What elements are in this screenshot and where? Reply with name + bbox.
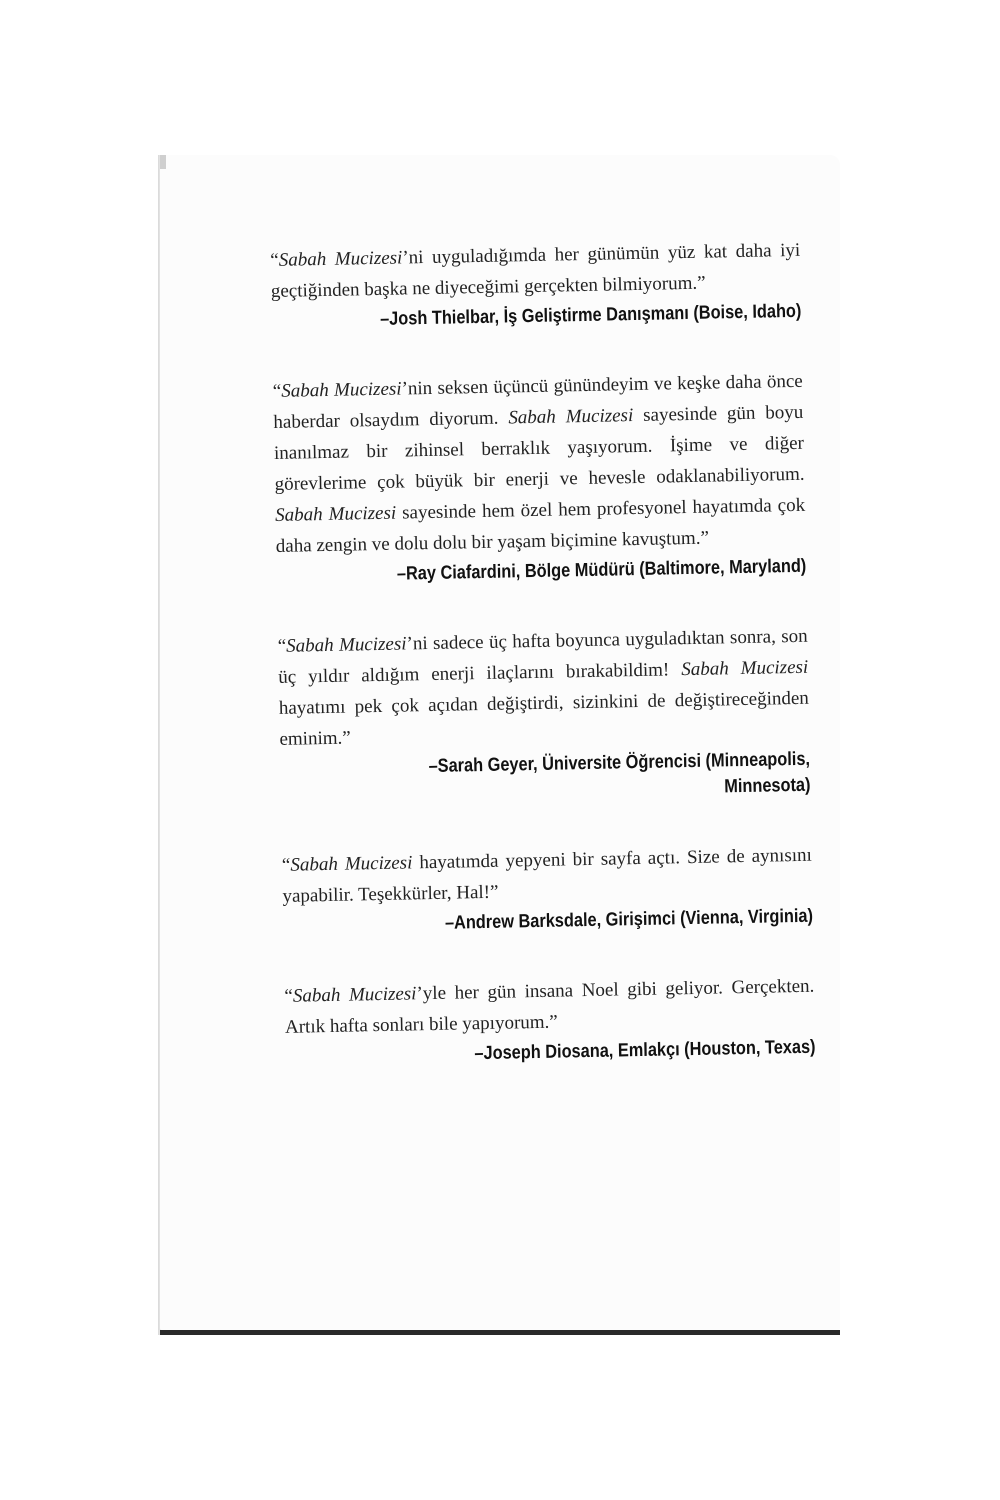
quote-text: ’yle her gün insana Noel gibi geliyor. Gerçekten. Artık hafta sonları bile yapıyorum.” (284, 975, 815, 1038)
quote-text: sayesinde gün boyu inanılmaz bir zihinsel berraklık yaşıyorum. İşime ve diğer görevlerime çok büyük bir enerji ve hevesle odaklanabiliyorum. (273, 401, 805, 495)
quote-text: “ (277, 635, 287, 657)
book-title: Sabah Mucizesi (281, 378, 402, 402)
book-title: Sabah Mucizesi (292, 983, 417, 1007)
testimonial-attribution: –Josh Thielbar, İş Geliştirme Danışmanı (Boise, Idaho) (379, 300, 802, 330)
quote-text: “ (272, 380, 282, 402)
testimonial-attribution: –Joseph Diosana, Emlakçı (Houston, Texas) (474, 1036, 816, 1065)
book-title: Sabah Mucizesi (278, 247, 403, 271)
testimonial-attribution: –Sarah Geyer, Üniversite Öğrencisi (Minneapolis, Minnesota) (428, 748, 811, 798)
book-title: Sabah Mucizesi (681, 656, 809, 681)
testimonial (273, 366, 807, 590)
testimonial-quote (270, 235, 801, 307)
testimonial-quote (284, 971, 815, 1043)
testimonial-attribution: –Ray Ciafardini, Bölge Müdürü (Baltimore, Maryland) (396, 555, 807, 585)
quote-text: sayesinde hem özel hem profesyonel hayatımda çok daha zengin ve dolu dolu bir yaşam biçimine kavuştum.” (275, 494, 806, 557)
testimonial (277, 621, 810, 809)
testimonial (282, 840, 814, 940)
book-title: Sabah Mucizesi (290, 852, 413, 876)
testimonial (270, 235, 802, 335)
testimonial-quote (277, 621, 809, 755)
quote-text: ’ni sadece üç hafta boyunca uyguladıktan sonra, son üç yıldır aldığım enerji ilaçlarını bırakabildim! (278, 625, 808, 688)
book-title: Sabah Mucizesi (285, 633, 407, 657)
quote-text: ’nin seksen üçüncü günündeyim ve keşke daha önce haberdar olsaydım diyorum. (273, 370, 803, 433)
page-corner-mark (160, 155, 166, 169)
testimonial-quote (282, 840, 813, 912)
quote-text: “ (284, 985, 294, 1007)
quote-text: hayatımı pek çok açıdan değiştirdi, sizinkini de değiştireceğinden eminim.” (278, 687, 810, 750)
quote-text: hayatımda yepyeni bir sayfa açtı. Size de aynısını yapabilir. Teşekkürler, Hal!” (282, 844, 813, 907)
testimonial (284, 971, 816, 1071)
testimonial-quote (273, 366, 806, 562)
quote-text: “ (270, 249, 279, 271)
testimonial-attribution: –Andrew Barksdale, Girişimci (Vienna, Virginia) (444, 905, 814, 934)
book-title: Sabah Mucizesi (508, 405, 634, 429)
page-edge-bottom (160, 1330, 840, 1335)
testimonials-list (270, 235, 817, 1112)
quote-text: “ (281, 854, 291, 876)
quote-text: ’ni uyguladığımda her günümün yüz kat daha iyi geçtiğinden başka ne diyeceğimi gerçekten bilmiyorum.” (270, 239, 801, 302)
book-title: Sabah Mucizesi (274, 502, 397, 526)
